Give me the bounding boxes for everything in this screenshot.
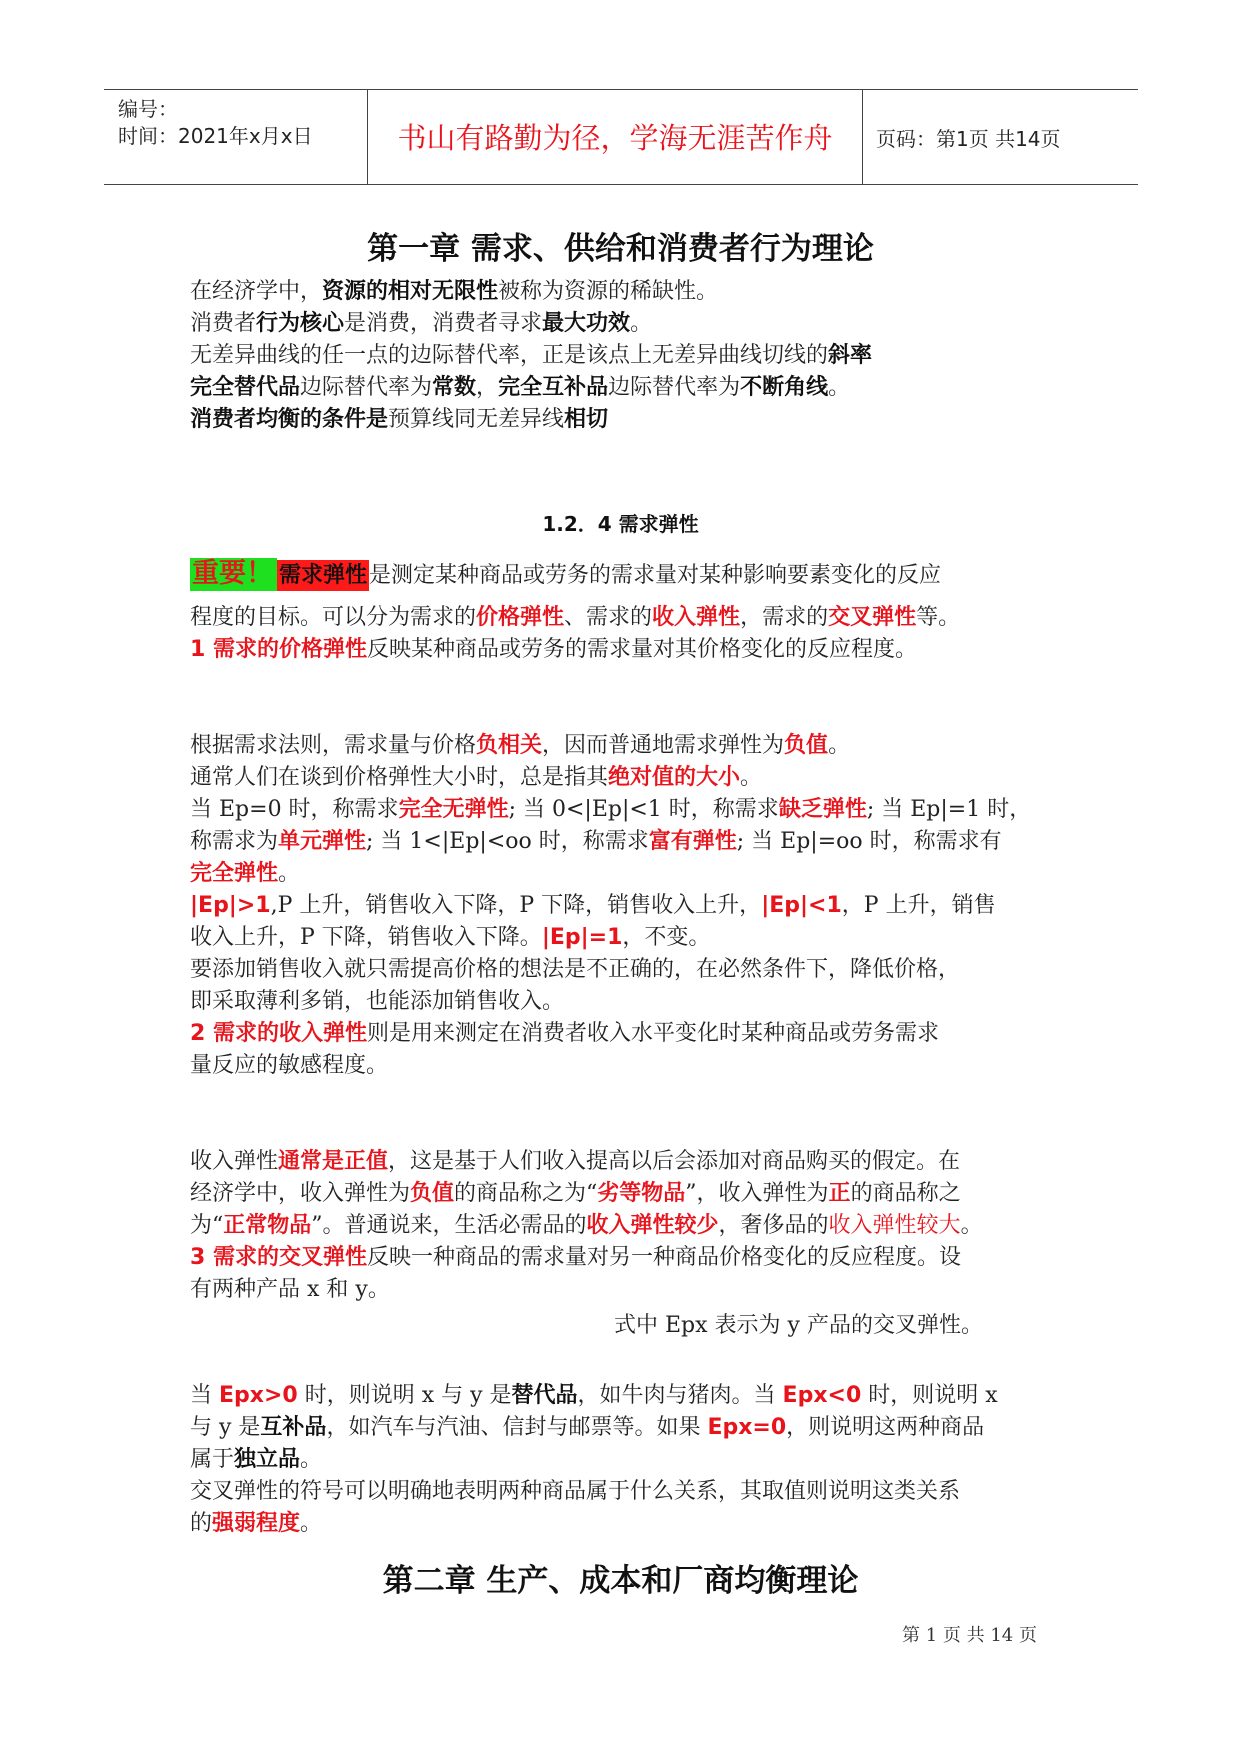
- section-line-1: 重要！ 需求弹性是测定某种商品或劳务的需求量对某种影响要素变化的反应: [192, 558, 942, 589]
- section-line-16: 经济学中，收入弹性为负值的商品称之为“劣等物品”，收入弹性为正的商品称之: [190, 1181, 961, 1206]
- section-line-7: 称需求为单元弹性; 当 1<|Ep|<oo 时，称需求富有弹性; 当 Ep|=oo 时，称需求有: [190, 829, 1002, 854]
- chapter1-line-5: 消费者均衡的条件是预算线同无差异线相切: [190, 407, 609, 432]
- section-line-2: 程度的目标。可以分为需求的价格弹性、需求的收入弹性，需求的交叉弹性等。: [190, 605, 961, 630]
- section-line-18: 3 需求的交叉弹性反映一种商品的需求量对另一种商品价格变化的反应程度。设: [190, 1245, 961, 1270]
- term-highlight: 需求弹性: [277, 560, 369, 591]
- page-footer: 第 1 页 共 14 页: [902, 1625, 1037, 1646]
- section-line-6: 当 Ep=0 时，称需求完全无弹性; 当 0<|Ep|<1 时，称需求缺乏弹性; 当 Ep|=1 时，: [190, 797, 1032, 822]
- section-line-11: 要添加销售收入就只需提高价格的想法是不正确的，在必然条件下，降低价格，: [190, 957, 961, 982]
- chapter1-line-3: 无差异曲线的任一点的边际替代率，正是该点上无差异曲线切线的斜率: [190, 343, 873, 368]
- section-line-4: 根据需求法则，需求量与价格负相关，因而普通地需求弹性为负值。: [190, 733, 851, 758]
- section-line-21: 当 Epx>0 时，则说明 x 与 y 是替代品，如牛肉与猪肉。当 Epx<0 时，则说明 x: [190, 1383, 998, 1408]
- section-line-5: 通常人们在谈到价格弹性大小时，总是指其绝对值的大小。: [190, 765, 763, 790]
- time-label: 时间：2021年x月x日: [118, 124, 313, 148]
- section-line-23: 属于独立品。: [190, 1447, 323, 1472]
- header-table: [104, 89, 1138, 185]
- chapter1-title: 第一章 需求、供给和消费者行为理论: [367, 231, 874, 267]
- section-title: 1.2．4 需求弹性: [542, 512, 699, 536]
- section-line-14: 量反应的敏感程度。: [190, 1053, 389, 1078]
- chapter1-line-2: 消费者行为核心是消费，消费者寻求最大功效。: [190, 311, 653, 336]
- section-line-24: 交叉弹性的符号可以明确地表明两种商品属于什么关系，其取值则说明这类关系: [190, 1479, 961, 1504]
- section-line-12: 即采取薄利多销，也能添加销售收入。: [190, 989, 565, 1014]
- section-line-8: 完全弹性。: [190, 861, 301, 886]
- chapter1-line-4: 完全替代品边际替代率为常数，完全互补品边际替代率为不断角线。: [190, 375, 851, 400]
- header-right-cell: [864, 90, 1138, 184]
- number-label: 编号：: [118, 97, 178, 121]
- section-line-9: |Ep|>1,P 上升，销售收入下降，P 下降，销售收入上升，|Ep|<1，P 上升，销售: [190, 893, 996, 918]
- section-line-25: 的强弱程度。: [190, 1511, 323, 1536]
- chapter2-title: 第二章 生产、成本和厂商均衡理论: [382, 1563, 859, 1599]
- section-line-15: 收入弹性通常是正值，这是基于人们收入提高以后会添加对商品购买的假定。在: [190, 1149, 961, 1174]
- header-center-cell: [368, 90, 863, 184]
- section-line-10: 收入上升，P 下降，销售收入下降。|Ep|=1，不变。: [190, 925, 711, 950]
- chapter1-line-1: 在经济学中，资源的相对无限性被称为资源的稀缺性。: [190, 279, 719, 304]
- section-line-17: 为“正常物品”。普通说来，生活必需品的收入弹性较少，奢侈品的收入弹性较大。: [190, 1213, 983, 1238]
- section-line-22: 与 y 是互补品，如汽车与汽油、信封与邮票等。如果 Epx=0，则说明这两种商品: [190, 1415, 985, 1440]
- section-line-20: 式中 Epx 表示为 y 产品的交叉弹性。: [614, 1313, 983, 1338]
- section-line-3: 1 需求的价格弹性反映某种商品或劳务的需求量对其价格变化的反应程度。: [190, 637, 917, 662]
- important-highlight: 重要！: [190, 558, 277, 591]
- page-label: 页码：第1页 共14页: [876, 127, 1061, 151]
- section-line-19: 有两种产品 x 和 y。: [190, 1277, 390, 1302]
- motto: 书山有路勤为径，学海无涯苦作舟: [397, 121, 833, 155]
- header-left-cell: [104, 90, 368, 184]
- section-line-13: 2 需求的收入弹性则是用来测定在消费者收入水平变化时某种商品或劳务需求: [190, 1021, 939, 1046]
